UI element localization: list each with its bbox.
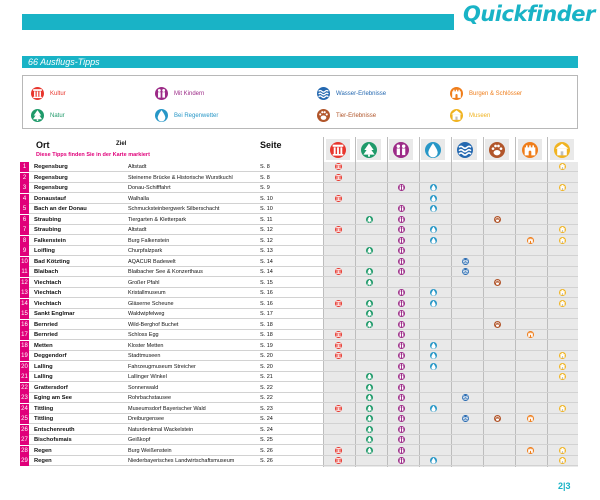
row-seite: S. 18 xyxy=(260,332,273,338)
kinder-marker xyxy=(398,226,405,233)
row-ziel: Gläserne Scheune xyxy=(128,300,174,307)
kinder-marker xyxy=(398,373,405,380)
museen-marker xyxy=(559,300,566,307)
row-ziel: Altstadt xyxy=(128,164,147,170)
row-seite: S. 20 xyxy=(260,363,273,370)
raindrop-icon xyxy=(425,142,441,158)
natur-marker xyxy=(366,268,373,275)
regen-marker xyxy=(430,300,437,307)
row-ort: Bischofsmais xyxy=(34,437,72,443)
museen-marker xyxy=(559,373,566,380)
row-number: 28 xyxy=(21,447,28,454)
legend-item-kinder xyxy=(155,87,204,100)
row-number: 16 xyxy=(21,321,28,328)
table-row xyxy=(20,309,578,319)
wasser-marker xyxy=(462,394,469,401)
regen-marker xyxy=(430,457,437,464)
wasser-marker xyxy=(462,258,469,265)
regen-marker xyxy=(430,184,437,191)
museen-marker xyxy=(559,363,566,370)
legend-item-wasser xyxy=(317,87,386,100)
row-number: 21 xyxy=(21,374,28,380)
kinder-marker xyxy=(398,384,405,391)
row-number: 19 xyxy=(21,353,28,359)
natur-marker xyxy=(366,279,373,286)
table-row xyxy=(20,404,578,414)
legend-label: Mit Kindern xyxy=(174,90,205,97)
museen-marker xyxy=(559,405,566,412)
regen-marker xyxy=(430,205,437,212)
legend-label: Bei Regenwetter xyxy=(174,112,219,119)
museen-marker xyxy=(559,352,566,359)
kinder-marker xyxy=(398,394,405,401)
row-ziel: Donau-Schifffahrt xyxy=(128,185,171,191)
row-seite: S. 8 xyxy=(260,164,270,170)
kinder-marker xyxy=(398,457,405,464)
table-row xyxy=(20,194,578,204)
museen-marker xyxy=(559,289,566,296)
columns-icon xyxy=(330,142,346,158)
table-row xyxy=(20,267,578,277)
row-ort: Regen xyxy=(34,458,52,464)
section-label: 66 Ausflugs-Tipps xyxy=(28,57,100,67)
row-ziel: Kristallmuseum xyxy=(128,290,166,296)
row-number: 1 xyxy=(20,162,29,172)
kinder-marker xyxy=(398,237,405,244)
kinder-marker xyxy=(398,216,405,223)
table-row xyxy=(20,446,578,456)
row-number: 15 xyxy=(21,311,28,317)
kultur-marker xyxy=(335,163,342,170)
table-row xyxy=(20,162,578,172)
kultur-marker xyxy=(335,268,342,275)
column-header-burgen xyxy=(518,139,542,160)
row-ziel: AQACUR Badewelt xyxy=(128,258,176,265)
row-seite: S. 18 xyxy=(260,321,273,328)
museen-marker xyxy=(559,226,566,233)
table-row xyxy=(20,456,578,466)
legend-label: Kultur xyxy=(50,90,66,97)
row-ziel: Dreiburgensee xyxy=(128,416,165,422)
row-ort: Regen xyxy=(34,447,52,454)
legend-item-museen xyxy=(450,109,490,122)
row-number: 11 xyxy=(21,269,28,275)
legend-label: Burgen & Schlösser xyxy=(469,90,523,97)
row-number: 26 xyxy=(21,426,28,433)
row-number: 20 xyxy=(21,363,28,370)
natur-marker xyxy=(366,216,373,223)
kinder-marker xyxy=(398,289,405,296)
row-ort: Grattersdorf xyxy=(34,384,68,391)
tier-marker xyxy=(494,415,501,422)
row-ziel: Schmucksteinbergwerk Silberschacht xyxy=(128,206,220,212)
table-row xyxy=(20,246,578,256)
kultur-marker xyxy=(335,331,342,338)
row-ort: Tittling xyxy=(34,416,54,422)
kinder-marker xyxy=(398,300,405,307)
column-header-wasser xyxy=(453,139,477,160)
row-seite: S. 13 xyxy=(260,248,273,254)
page-title: Quickfinder xyxy=(463,2,595,26)
row-seite: S. 15 xyxy=(260,279,273,286)
row-seite: S. 21 xyxy=(260,374,273,380)
column-header-regen xyxy=(421,139,445,160)
natur-marker xyxy=(366,415,373,422)
page-numbers: 2|3 xyxy=(558,481,571,491)
row-ziel: Fahrzeugmuseum Streicher xyxy=(128,363,196,370)
kinder-marker xyxy=(398,258,405,265)
house-icon xyxy=(450,109,463,122)
table-row xyxy=(20,372,578,382)
kultur-marker xyxy=(335,342,342,349)
kinder-marker xyxy=(398,426,405,433)
row-seite: S. 10 xyxy=(260,206,273,212)
table-row xyxy=(20,320,578,330)
row-ort: Viechtach xyxy=(34,300,62,307)
regen-marker xyxy=(430,342,437,349)
row-number: 7 xyxy=(20,225,29,235)
kinder-marker xyxy=(398,436,405,443)
table-row xyxy=(20,236,578,246)
kultur-marker xyxy=(335,300,342,307)
column-header-kinder xyxy=(389,139,413,160)
row-ziel: Sonnenwald xyxy=(128,384,159,391)
row-number: 29 xyxy=(21,458,28,464)
table-row xyxy=(20,362,578,372)
natur-marker xyxy=(366,321,373,328)
tree-icon xyxy=(31,109,44,122)
kinder-marker xyxy=(398,352,405,359)
row-seite: S. 19 xyxy=(260,342,273,349)
row-seite: S. 26 xyxy=(260,447,273,454)
row-ziel: Wild-Berghof Buchet xyxy=(128,321,179,328)
row-number: 8 xyxy=(20,236,29,246)
row-ort: Metten xyxy=(34,342,53,349)
row-ort: Bernried xyxy=(34,332,58,338)
raindrop-icon xyxy=(155,109,168,122)
row-number: 6 xyxy=(20,215,29,225)
row-seite: S. 24 xyxy=(260,426,273,433)
section-bar xyxy=(22,56,578,68)
row-ort: Lalling xyxy=(34,363,53,370)
row-ziel: Großer Pfahl xyxy=(128,279,160,286)
table-row xyxy=(20,414,578,424)
column-header-natur xyxy=(357,139,381,160)
row-ziel: Churpfalzpark xyxy=(128,248,163,254)
row-seite: S. 10 xyxy=(260,195,273,202)
row-ort: Viechtach xyxy=(34,279,62,286)
row-number: 4 xyxy=(20,194,29,204)
regen-marker xyxy=(430,363,437,370)
museen-marker xyxy=(559,457,566,464)
kultur-marker xyxy=(335,195,342,202)
row-ort: Loifling xyxy=(34,248,55,254)
natur-marker xyxy=(366,405,373,412)
kultur-marker xyxy=(335,174,342,181)
wasser-marker xyxy=(462,268,469,275)
row-ort: Eging am See xyxy=(34,395,73,401)
row-ziel: Tiergarten & Kletterpark xyxy=(128,216,187,223)
table-row xyxy=(20,393,578,403)
row-ziel: Niederbayerisches Landwirtschaftsmuseum xyxy=(128,458,235,464)
museen-marker xyxy=(559,237,566,244)
table-row xyxy=(20,330,578,340)
row-number: 24 xyxy=(21,405,28,412)
row-number: 18 xyxy=(21,342,28,349)
burgen-marker xyxy=(527,331,534,338)
row-ort: Straubing xyxy=(34,216,62,223)
kultur-marker xyxy=(335,352,342,359)
natur-marker xyxy=(366,384,373,391)
kinder-marker xyxy=(398,205,405,212)
tier-marker xyxy=(494,216,501,223)
row-ort: Bad Kötzting xyxy=(34,258,70,265)
family-icon xyxy=(393,142,409,158)
natur-marker xyxy=(366,394,373,401)
kultur-marker xyxy=(335,226,342,233)
kinder-marker xyxy=(398,342,405,349)
waves-icon xyxy=(457,142,473,158)
table-row xyxy=(20,341,578,351)
legend xyxy=(22,75,578,129)
burgen-marker xyxy=(527,237,534,244)
row-number: 13 xyxy=(21,290,28,296)
row-ziel: Kloster Metten xyxy=(128,342,164,349)
row-seite: S. 9 xyxy=(260,185,270,191)
waves-icon xyxy=(317,87,330,100)
legend-item-tier xyxy=(317,109,376,122)
row-number: 10 xyxy=(21,258,28,265)
kinder-marker xyxy=(398,247,405,254)
row-seite: S. 22 xyxy=(260,384,273,391)
row-ziel: Museumsdorf Bayerischer Wald xyxy=(128,405,206,412)
map-hint: Diese Tipps finden Sie in der Karte markiert xyxy=(36,152,150,158)
natur-marker xyxy=(366,300,373,307)
row-number: 9 xyxy=(20,246,29,256)
row-seite: S. 14 xyxy=(260,269,273,275)
row-seite: S. 12 xyxy=(260,227,273,233)
row-ort: Regensburg xyxy=(34,174,68,181)
row-seite: S. 23 xyxy=(260,405,273,412)
column-header-ziel: Ziel xyxy=(116,141,127,147)
row-ort: Regensburg xyxy=(34,185,68,191)
wasser-marker xyxy=(462,415,469,422)
legend-label: Natur xyxy=(50,112,65,119)
row-number: 22 xyxy=(21,384,28,391)
column-header-seite: Seite xyxy=(260,140,282,150)
table-row xyxy=(20,173,578,183)
burgen-marker xyxy=(527,415,534,422)
table-row xyxy=(20,435,578,445)
legend-label: Museen xyxy=(469,112,491,119)
row-ort: Regensburg xyxy=(34,164,68,170)
regen-marker xyxy=(430,289,437,296)
natur-marker xyxy=(366,373,373,380)
kinder-marker xyxy=(398,268,405,275)
castle-icon xyxy=(450,87,463,100)
row-ziel: Waldwipfelweg xyxy=(128,311,165,317)
kultur-marker xyxy=(335,405,342,412)
row-ort: Donaustauf xyxy=(34,195,66,202)
table-row xyxy=(20,183,578,193)
regen-marker xyxy=(430,195,437,202)
regen-marker xyxy=(430,352,437,359)
table-row xyxy=(20,425,578,435)
castle-icon xyxy=(522,142,538,158)
row-ziel: Rohrbachstausee xyxy=(128,395,172,401)
row-ziel: Burg Falkenstein xyxy=(128,237,170,244)
table-row xyxy=(20,257,578,267)
row-ort: Straubing xyxy=(34,227,62,233)
museen-marker xyxy=(559,163,566,170)
family-icon xyxy=(155,87,168,100)
burgen-marker xyxy=(527,447,534,454)
column-header-ort: Ort xyxy=(36,140,50,150)
row-seite: S. 17 xyxy=(260,311,273,317)
row-ort: Sankt Englmar xyxy=(34,311,75,317)
kinder-marker xyxy=(398,331,405,338)
row-ort: Viechtach xyxy=(34,290,62,296)
museen-marker xyxy=(559,447,566,454)
row-ziel: Geißkopf xyxy=(128,437,151,443)
row-number: 5 xyxy=(20,204,29,214)
title-bar xyxy=(22,14,454,30)
row-seite: S. 26 xyxy=(260,458,273,464)
kinder-marker xyxy=(398,321,405,328)
row-ziel: Lallinger Winkel xyxy=(128,374,167,380)
row-ort: Bach an der Donau xyxy=(34,206,87,212)
row-ort: Deggendorf xyxy=(34,353,67,359)
table-row xyxy=(20,288,578,298)
row-number: 17 xyxy=(21,332,28,338)
row-ort: Falkenstein xyxy=(34,237,66,244)
row-ziel: Steinerne Brücke & Historische Wurstkuchl xyxy=(128,174,233,181)
table-row xyxy=(20,215,578,225)
row-seite: S. 12 xyxy=(260,237,273,244)
row-number: 27 xyxy=(21,437,28,443)
row-ziel: Altstadt xyxy=(128,227,147,233)
row-seite: S. 24 xyxy=(260,416,273,422)
kinder-marker xyxy=(398,184,405,191)
regen-marker xyxy=(430,226,437,233)
house-icon xyxy=(554,142,570,158)
row-number: 25 xyxy=(21,416,28,422)
row-ort: Bernried xyxy=(34,321,58,328)
column-header-museen xyxy=(550,139,574,160)
row-number: 3 xyxy=(20,183,29,193)
legend-item-kultur xyxy=(31,87,66,100)
natur-marker xyxy=(366,447,373,454)
kinder-marker xyxy=(398,405,405,412)
row-ort: Lalling xyxy=(34,374,53,380)
row-seite: S. 25 xyxy=(260,437,273,443)
museen-marker xyxy=(559,184,566,191)
row-number: 23 xyxy=(21,395,28,401)
columns-icon xyxy=(31,87,44,100)
natur-marker xyxy=(366,247,373,254)
legend-item-burgen xyxy=(450,87,522,100)
row-seite: S. 20 xyxy=(260,353,273,359)
legend-label: Wasser-Erlebnisse xyxy=(336,90,387,97)
row-seite: S. 22 xyxy=(260,395,273,401)
table-row xyxy=(20,351,578,361)
row-seite: S. 11 xyxy=(260,216,273,223)
row-ziel: Naturdenkmal Wackelstein xyxy=(128,426,194,433)
kinder-marker xyxy=(398,447,405,454)
kultur-marker xyxy=(335,457,342,464)
tree-icon xyxy=(361,142,377,158)
row-seite: S. 16 xyxy=(260,300,273,307)
table-row xyxy=(20,225,578,235)
legend-item-natur xyxy=(31,109,65,122)
column-header-kultur xyxy=(326,139,350,160)
row-number: 2 xyxy=(20,173,29,183)
row-ort: Entschenreuth xyxy=(34,426,75,433)
kultur-marker xyxy=(335,447,342,454)
table-row xyxy=(20,278,578,288)
kinder-marker xyxy=(398,415,405,422)
row-ziel: Burg Weißenstein xyxy=(128,447,172,454)
table-row xyxy=(20,299,578,309)
table-row xyxy=(20,204,578,214)
kinder-marker xyxy=(398,310,405,317)
row-number: 14 xyxy=(21,300,28,307)
row-ziel: Walhalla xyxy=(128,195,149,202)
tier-marker xyxy=(494,279,501,286)
row-seite: S. 16 xyxy=(260,290,273,296)
tier-marker xyxy=(494,321,501,328)
row-number: 12 xyxy=(21,279,28,286)
paw-icon xyxy=(317,109,330,122)
legend-label: Tier-Erlebnisse xyxy=(336,112,377,119)
row-ort: Blaibach xyxy=(34,269,59,275)
paw-icon xyxy=(489,142,505,158)
row-ziel: Schloss Egg xyxy=(128,332,159,338)
row-ziel: Stadtmuseen xyxy=(128,353,161,359)
row-ziel: Blaibacher See & Konzerthaus xyxy=(128,269,203,275)
row-ort: Tittling xyxy=(34,405,54,412)
natur-marker xyxy=(366,426,373,433)
table-row xyxy=(20,383,578,393)
row-seite: S. 8 xyxy=(260,174,270,181)
column-header-tier xyxy=(485,139,509,160)
natur-marker xyxy=(366,310,373,317)
regen-marker xyxy=(430,405,437,412)
regen-marker xyxy=(430,237,437,244)
natur-marker xyxy=(366,436,373,443)
row-seite: S. 14 xyxy=(260,258,273,265)
legend-item-regen xyxy=(155,109,218,122)
kinder-marker xyxy=(398,363,405,370)
